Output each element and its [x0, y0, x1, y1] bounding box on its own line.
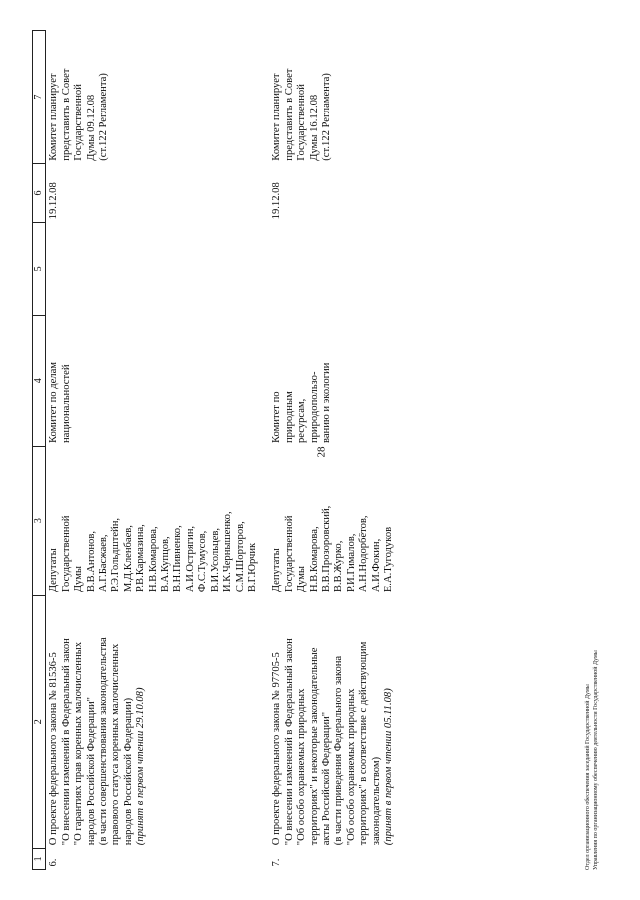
- bill-authors-line: В.Н.Пивненко,: [172, 525, 184, 593]
- bill-authors-line: В.В.Журко,: [333, 540, 345, 593]
- footer-line: Управления по организационному обеспечению деятельности Государственной Думы: [592, 650, 599, 870]
- bill-description-line: О проекте федерального закона № 97705-5: [271, 652, 283, 846]
- status-note: [46, 31, 261, 164]
- bill-authors-line: Р.Э.Гольдштейн,: [110, 517, 122, 593]
- bill-description-line: законодательством): [370, 756, 382, 846]
- bill-description-line: "О внесении изменений в Федеральный закон: [283, 638, 295, 846]
- bill-authors: [46, 446, 261, 595]
- responsible-committee: [269, 316, 397, 447]
- responsible-committee-line: Комитет по делам: [48, 362, 60, 444]
- responsible-committee-line: ресурсам,: [296, 398, 308, 444]
- column-header: 5: [33, 222, 46, 315]
- page-number: 28: [315, 446, 328, 458]
- row-number-text: 6.: [48, 858, 60, 867]
- column-header: 1: [33, 848, 46, 869]
- row-spacer: [261, 31, 269, 870]
- bill-authors-line: Р.В.Кармазина,: [135, 524, 147, 593]
- responsible-committee-line: ванию и экологии: [320, 362, 332, 444]
- bill-description-line: территориях" в соответствие с действующим: [358, 641, 370, 846]
- column-header: 3: [33, 446, 46, 595]
- bill-description-line: О проекте федерального закона № 81536-5: [48, 652, 60, 846]
- column-5-cell: [269, 222, 397, 315]
- status-note-line: Комитет планирует: [48, 73, 60, 161]
- row-number: [269, 848, 397, 869]
- consideration-date-text: 19.12.08: [271, 182, 283, 220]
- status-note-line: представить в Совет: [283, 68, 295, 161]
- row-number-text: 7.: [271, 858, 283, 867]
- bill-authors-line: А.Н.Нодорбётов,: [358, 515, 370, 593]
- bill-table: [32, 30, 397, 870]
- bill-row: [46, 31, 261, 870]
- bill-description-line: территориях" и некоторые законодательные: [308, 647, 320, 846]
- bill-authors-line: Н.В.Комарова,: [147, 526, 159, 593]
- bill-description-line: народов Российской Федерации": [85, 696, 97, 846]
- status-note-line: Комитет планирует: [271, 73, 283, 161]
- bill-authors-line: А.И.Фокин,: [370, 538, 382, 593]
- status-note-line: Государственной: [296, 84, 308, 161]
- status-note: [269, 31, 397, 164]
- bill-authors-line: И.К.Чернышенко,: [222, 511, 234, 593]
- bill-description: [46, 595, 261, 848]
- status-note-line: Думы 16.12.08: [308, 94, 320, 161]
- column-header: 7: [33, 31, 46, 164]
- bill-authors-line: Р.И.Гималов,: [345, 533, 357, 593]
- bill-description-line: (в части совершенствования законодательства: [98, 637, 110, 846]
- bill-authors-line: Государственной: [283, 515, 295, 593]
- row-number: [46, 848, 261, 869]
- column-header: 4: [33, 316, 46, 447]
- footer-line: Отдел организационного обеспечения заседаний Государственной Думы: [585, 684, 591, 870]
- bill-authors-line: В.В.Антонов,: [85, 531, 97, 593]
- bill-description-line: правового статуса коренных малочисленных: [110, 643, 122, 846]
- status-note-line: Думы 09.12.08: [85, 94, 97, 161]
- status-note-line: (ст.122 Регламента): [98, 73, 110, 161]
- responsible-committee: [46, 316, 261, 447]
- bill-description-line: "Об особо охраняемых природных: [345, 688, 357, 846]
- responsible-committee-line: природопользо-: [308, 371, 320, 444]
- bill-authors-line: В.Г.Юрчик: [246, 542, 258, 593]
- bill-authors-line: В.В.Прозоровский,: [320, 505, 332, 593]
- footer: [585, 570, 600, 870]
- status-note-line: Государственной: [73, 84, 85, 161]
- consideration-date: [46, 164, 261, 223]
- bill-description-line: народов Российской Федерации): [122, 697, 134, 846]
- bill-authors-line: А.Г.Басжаев,: [98, 534, 110, 593]
- bill-authors-line: Государственной: [60, 515, 72, 593]
- column-header: 2: [33, 595, 46, 848]
- reading-note: (принят в первом чтении 29.10.08): [135, 687, 147, 846]
- consideration-date-text: 19.12.08: [48, 182, 60, 220]
- responsible-committee-line: природным: [283, 391, 295, 444]
- bill-description-line: "Об особо охраняемых природных: [296, 688, 308, 846]
- bill-authors-line: Думы: [73, 565, 85, 593]
- bill-authors-line: Ф.С.Тумусов,: [197, 530, 209, 593]
- consideration-date: [269, 164, 397, 223]
- status-note-line: (ст.122 Регламента): [320, 73, 332, 161]
- bill-authors-line: Думы: [296, 565, 308, 593]
- bill-authors-line: Депутаты: [48, 548, 60, 593]
- bill-description-line: (в части приведения Федерального закона: [333, 655, 345, 846]
- bill-description-line: акты Российской Федерации": [320, 711, 332, 846]
- column-5-cell: [46, 222, 261, 315]
- bill-authors-line: Е.А.Тугодуков: [382, 526, 394, 593]
- bill-row: [269, 31, 397, 870]
- bill-authors-line: В.А.Купцов,: [160, 536, 172, 593]
- status-note-line: представить в Совет: [60, 68, 72, 161]
- responsible-committee-line: национальностей: [60, 364, 72, 444]
- bill-authors-line: Депутаты: [271, 548, 283, 593]
- bill-description-line: "О гарантиях прав коренных малочисленных: [73, 641, 85, 846]
- bill-authors-line: В.И.Усольцев,: [209, 527, 221, 593]
- header-row: [33, 31, 46, 870]
- bill-description: [269, 595, 397, 848]
- bill-authors-line: Н.В.Комарова,: [308, 526, 320, 593]
- bill-description-line: "О внесении изменений в Федеральный закон: [60, 638, 72, 846]
- column-header: 6: [33, 164, 46, 223]
- bill-authors-line: С.М.Шорторов,: [234, 521, 246, 593]
- bill-authors: [269, 446, 397, 595]
- bill-authors-line: А.И.Острягин,: [184, 525, 196, 593]
- responsible-committee-line: Комитет по: [271, 391, 283, 444]
- bill-table-page: [32, 30, 632, 870]
- reading-note: (принят в первом чтении 05.11.08): [382, 688, 394, 846]
- bill-authors-line: М.Д.Кленбаев,: [122, 525, 134, 593]
